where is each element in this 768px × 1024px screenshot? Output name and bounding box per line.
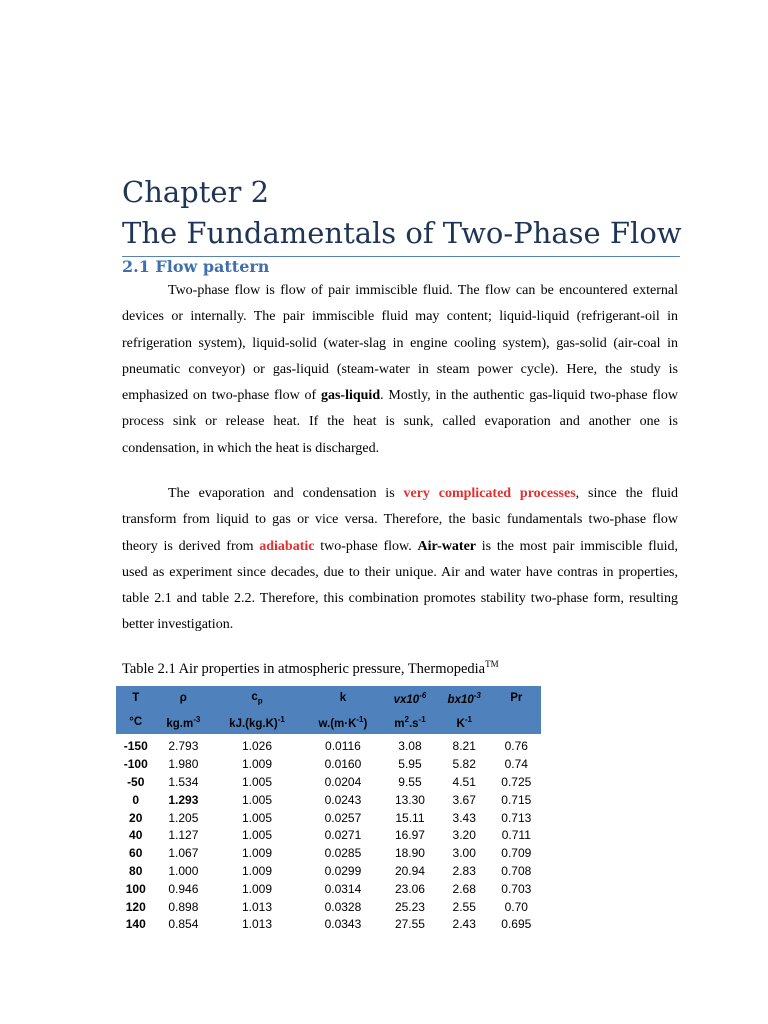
table-row: [116, 915, 541, 933]
table-cell: 15.11: [383, 809, 437, 827]
table-cell: 2.68: [437, 880, 492, 898]
table-cell: 5.95: [383, 755, 437, 773]
table-cell: 40: [116, 826, 155, 844]
table-cell: -150: [116, 736, 155, 755]
table-row: [116, 791, 541, 809]
table-cell: 16.97: [383, 826, 437, 844]
table-cell: 0.0243: [303, 791, 383, 809]
table-cell: 3.00: [437, 844, 492, 862]
table-header-row: [116, 686, 541, 710]
table-units-row: [116, 710, 541, 736]
table-cell: 0.708: [492, 862, 541, 880]
table-cell: 0.709: [492, 844, 541, 862]
paragraph-text: . Mostly, in the authentic gas-liquid two-phase flow process sink or release heat. If the heat is sunk, called evaporation and another one is condensation, in which the heat is discharged.: [122, 388, 678, 456]
bold-term-gas-liquid: gas-liquid: [320, 388, 381, 404]
section-title: 2.1 Flow pattern: [122, 257, 270, 276]
table-cell: 13.30: [383, 791, 437, 809]
table-cell: 0.703: [492, 880, 541, 898]
table-cell: 1.067: [155, 844, 211, 862]
table-cell: 0.0204: [303, 773, 383, 791]
header-rho: ρ: [155, 686, 211, 710]
unit-b: $K^{-1}$: [437, 710, 492, 736]
table-cell: 1.009: [211, 755, 303, 773]
table-cell: 1.005: [211, 773, 303, 791]
table-cell: 0.946: [155, 880, 211, 898]
table-cell: 4.51: [437, 773, 492, 791]
table-cell: 20: [116, 809, 155, 827]
table-cell: 1.205: [155, 809, 211, 827]
highlight-complicated-processes: very complicated processes: [403, 486, 576, 501]
paragraph-text: The evaporation and condensation is: [168, 486, 404, 501]
chapter-title: The Fundamentals of Two-Phase Flow: [122, 216, 682, 250]
table-cell: 0.0328: [303, 898, 383, 916]
paragraph-text: , since the fluid transform from liquid to gas or vice versa. Therefore, the basic fundamentals two-phase flow theory is derived from: [122, 486, 678, 554]
table-cell: 0.715: [492, 791, 541, 809]
unit-nu: $m^2.s^{-1}$: [383, 710, 437, 736]
table-cell: 0.0116: [303, 736, 383, 755]
table-cell: 1.013: [211, 915, 303, 933]
table-cell: 0.76: [492, 736, 541, 755]
table-cell: 2.55: [437, 898, 492, 916]
table-cell: 20.94: [383, 862, 437, 880]
table-cell: 3.20: [437, 826, 492, 844]
table-cell: 80: [116, 862, 155, 880]
table-row: [116, 826, 541, 844]
table-cell: 1.009: [211, 844, 303, 862]
table-cell: 1.005: [211, 826, 303, 844]
table-cell: 23.06: [383, 880, 437, 898]
table-cell: 0.713: [492, 809, 541, 827]
chapter-label: Chapter 2: [122, 175, 270, 209]
table-row: [116, 898, 541, 916]
table-cell: 0.0314: [303, 880, 383, 898]
table-cell: 120: [116, 898, 155, 916]
table-cell: 3.43: [437, 809, 492, 827]
unit-Pr: [492, 710, 541, 736]
table-cell: 9.55: [383, 773, 437, 791]
table-cell: 0: [116, 791, 155, 809]
table-body: [116, 736, 541, 933]
header-T: T: [116, 686, 155, 710]
table-cell: 3.08: [383, 736, 437, 755]
table-cell: 0.695: [492, 915, 541, 933]
unit-rho: $kg.m^{-3}$: [155, 710, 211, 736]
table-cell: 0.854: [155, 915, 211, 933]
table-row: [116, 755, 541, 773]
table-row: [116, 773, 541, 791]
header-k: k: [303, 686, 383, 710]
table-row: [116, 809, 541, 827]
table-row: [116, 880, 541, 898]
table-row: [116, 844, 541, 862]
paragraph-text: Two-phase flow is flow of pair immiscible fluid. The flow can be encountered external devices or internally. The pair immiscible fluid may content; liquid-liquid (refrigerant-oil in refrigeration system), liquid-solid (water-slag in engine cooling system), gas-solid (air-coal in pneumatic conveyor) or gas-liquid (steam-water in steam power cycle). Here, the study is emphasized on two-phase flow of: [122, 283, 678, 404]
table-cell: 1.009: [211, 862, 303, 880]
unit-k: $w.(m\cdot K^{-1})$: [303, 710, 383, 736]
table-cell: 140: [116, 915, 155, 933]
table-cell: 0.0299: [303, 862, 383, 880]
table-cell: 0.0343: [303, 915, 383, 933]
table-cell: 60: [116, 844, 155, 862]
table-cell: 0.74: [492, 755, 541, 773]
table-cell: 0.898: [155, 898, 211, 916]
table-cell: 1.009: [211, 880, 303, 898]
table-cell: 1.534: [155, 773, 211, 791]
table-cell: 0.0271: [303, 826, 383, 844]
paragraph-text: is the most pair immiscible fluid, used as experiment since decades, due to their unique. Air and water have contras in properties, table 2.1 and table 2.2. Therefore, this combination promotes stability two-phase form, resulting better investigation.: [122, 538, 679, 633]
table-cell: 0.711: [492, 826, 541, 844]
table-cell: 2.43: [437, 915, 492, 933]
table-cell: 0.70: [492, 898, 541, 916]
chapter-heading: [122, 172, 682, 254]
table-row: [116, 736, 541, 755]
header-nu: $vx10^{-6}$: [383, 686, 437, 710]
table-cell: 1.005: [211, 809, 303, 827]
bold-term-air-water: Air-water: [417, 538, 477, 554]
table-cell: 1.293: [155, 791, 211, 809]
table-cell: 1.013: [211, 898, 303, 916]
header-b: $bx10^{-3}$: [437, 686, 492, 710]
header-Pr: Pr: [492, 686, 541, 710]
table-cell: 2.793: [155, 736, 211, 755]
table-cell: 1.000: [155, 862, 211, 880]
highlight-adiabatic: adiabatic: [259, 538, 315, 554]
unit-T: °C: [116, 710, 155, 736]
table-cell: -100: [116, 755, 155, 773]
table-cell: 0.0285: [303, 844, 383, 862]
table-cell: 0.0257: [303, 809, 383, 827]
table-cell: 18.90: [383, 844, 437, 862]
table-cell: 1.980: [155, 755, 211, 773]
paragraph-flow-pattern: [122, 278, 678, 462]
air-properties-table: [116, 686, 541, 934]
table-cell: 8.21: [437, 736, 492, 755]
table-caption: Table 2.1 Air properties in atmospheric pressure, Thermopedia™: [122, 659, 499, 677]
table-row: [116, 862, 541, 880]
table-cell: 1.026: [211, 736, 303, 755]
table-cell: 2.83: [437, 862, 492, 880]
paragraph-text: two-phase flow.: [314, 538, 418, 554]
table-cell: -50: [116, 773, 155, 791]
table-cell: 100: [116, 880, 155, 898]
header-cp: $c_p$: [211, 686, 303, 710]
unit-cp: $kJ.(kg.K)^{-1}$: [211, 710, 303, 736]
table-cell: 0.725: [492, 773, 541, 791]
table-cell: 25.23: [383, 898, 437, 916]
table-cell: 1.127: [155, 826, 211, 844]
paragraph-evaporation: [122, 481, 678, 639]
table-cell: 5.82: [437, 755, 492, 773]
trademark-sup: TM: [485, 659, 499, 669]
table-cell: 3.67: [437, 791, 492, 809]
table-cell: 27.55: [383, 915, 437, 933]
table-cell: 1.005: [211, 791, 303, 809]
table-cell: 0.0160: [303, 755, 383, 773]
